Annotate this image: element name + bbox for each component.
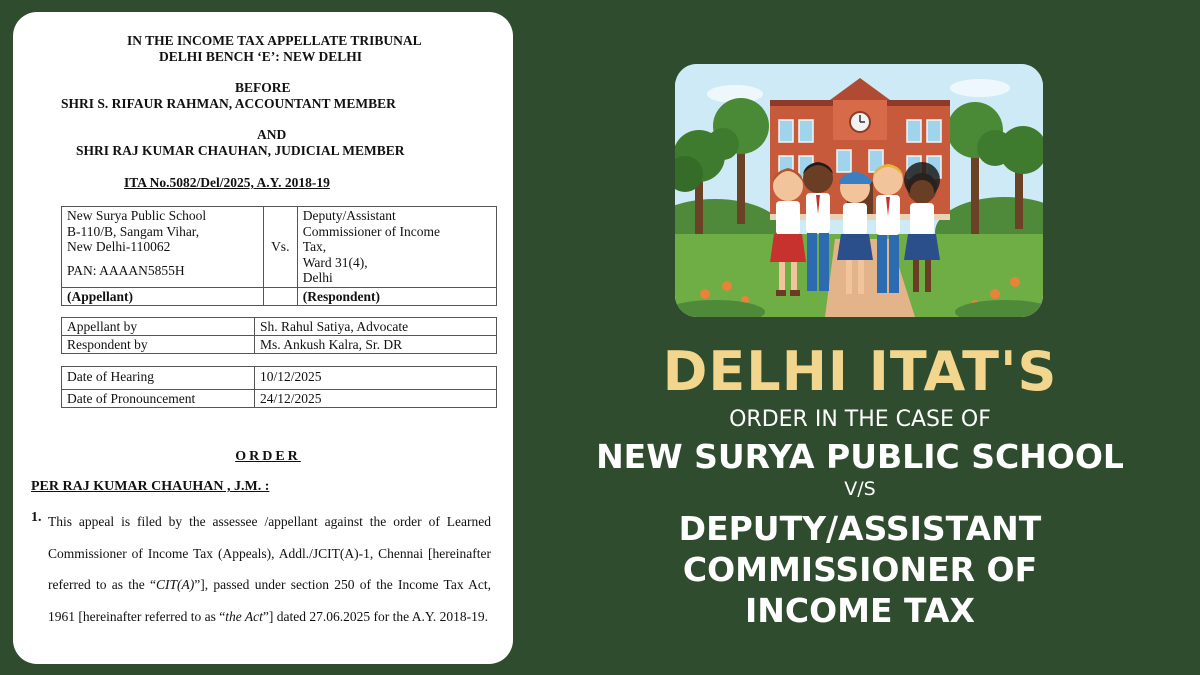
table-row (62, 367, 497, 390)
dates-table (61, 366, 497, 408)
appellant-name: New Surya Public School (67, 208, 207, 223)
paragraph-text-1: This appeal is filed by the assessee /appellant against the order of Learned Commissioner of Income Tax (Appeals), Addl./JCIT(A)-1, Chennai [hereinafter referred to as the “ (48, 514, 491, 592)
member-judicial: SHRI RAJ KUMAR CHAUHAN, JUDICIAL MEMBER (76, 143, 405, 158)
appellant-address-1: B-110/B, Sangam Vihar, (67, 223, 200, 239)
table-row (62, 318, 497, 336)
school-children-image (675, 64, 1043, 317)
paragraph-text-3: ”] dated 27.06.2025 for the A.Y. 2018-19. (262, 608, 488, 624)
appellant-cell (62, 207, 264, 288)
headline-versus: V/S (844, 478, 876, 500)
table-row (62, 336, 497, 354)
respondent-role: (Respondent) (297, 287, 496, 306)
headline-appellant: NEW SURYA PUBLIC SCHOOL (596, 437, 1124, 476)
paragraph-number: 1. (31, 510, 42, 525)
respondent-line-2: Commissioner of Income (302, 223, 440, 239)
table-row (62, 390, 497, 408)
respondent-cell (297, 207, 496, 288)
ita-number: ITA No.5082/Del/2025, A.Y. 2018-19 (124, 175, 330, 190)
school-illustration (675, 64, 1043, 317)
headline-title: DELHI ITAT'S (662, 340, 1058, 403)
appellant-by-value: Sh. Rahul Satiya, Advocate (255, 318, 497, 336)
order-title: ORDER (235, 449, 301, 464)
pronouncement-date-value: 24/12/2025 (255, 390, 497, 408)
headline-respondent-line-1: DEPUTY/ASSISTANT (678, 509, 1042, 548)
headline-respondent-line-2: COMMISSIONER OF (682, 550, 1038, 589)
appellant-role: (Appellant) (62, 287, 264, 306)
respondent-line-5: Delhi (302, 270, 333, 285)
respondent-line-1: Deputy/Assistant (302, 208, 396, 223)
hearing-date-label: Date of Hearing (62, 367, 255, 390)
pronouncement-date-label: Date of Pronouncement (62, 390, 255, 408)
headline-subtitle: ORDER IN THE CASE OF (729, 407, 991, 432)
appearances-table (61, 317, 497, 354)
bench-name: DELHI BENCH ‘E’: NEW DELHI (159, 49, 363, 64)
respondent-by-value: Ms. Ankush Kalra, Sr. DR (255, 336, 497, 354)
respondent-line-3: Tax, (302, 239, 327, 254)
respondent-line-4: Ward 31(4), (302, 254, 368, 270)
paragraph-text-2: ”], passed under section 250 of the Income Tax Act, 1961 [hereinafter referred to as “ (48, 577, 491, 624)
appellant-by-label: Appellant by (62, 318, 255, 336)
appellant-address-2: New Delhi-110062 (67, 239, 171, 254)
per-judge-line: PER RAJ KUMAR CHAUHAN , J.M. : (31, 479, 270, 494)
hearing-date-value: 10/12/2025 (255, 367, 497, 390)
before-label: BEFORE (235, 80, 291, 95)
order-document (13, 12, 513, 664)
member-accountant: SHRI S. RIFAUR RAHMAN, ACCOUNTANT MEMBER (61, 96, 396, 111)
paragraph-act: the Act (225, 608, 263, 624)
paragraph-1 (48, 506, 491, 632)
and-label: AND (257, 127, 287, 142)
paragraph-cita: CIT(A) (156, 577, 195, 592)
respondent-by-label: Respondent by (62, 336, 255, 354)
tribunal-name: IN THE INCOME TAX APPELLATE TRIBUNAL (127, 33, 422, 48)
parties-table (61, 206, 497, 306)
headline-respondent-line-3: INCOME TAX (745, 591, 975, 630)
appellant-pan: PAN: AAAAN5855H (67, 262, 185, 278)
versus-cell: Vs. (263, 207, 297, 288)
